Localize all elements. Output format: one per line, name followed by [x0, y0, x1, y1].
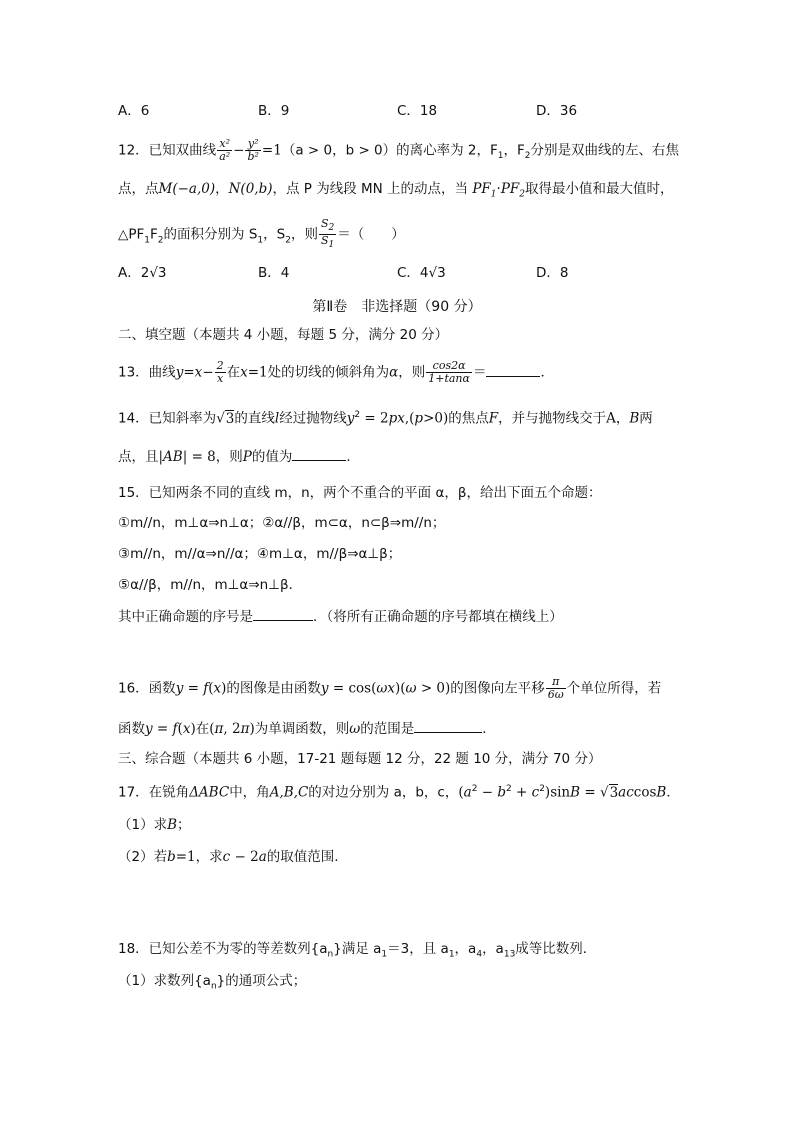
q12-frac-s: $\frac{S_2}{S_1}$	[320, 217, 335, 251]
q14-line-1: 14．已知斜率为√3的直线l经过抛物线$y^2 = 2px,(p>0)$的焦点F，并与抛物线交于A，B两	[118, 410, 653, 427]
q17-line: 17．在锐角ΔABC中，角A,B,C的对边分别为 a，b，c，$(a^2 - b^2 + c^2)\sin B = √3accosB$．	[118, 784, 680, 801]
q15-intro: 15．已知两条不同的直线 m，n，两个不重合的平面 α，β，给出下面五个命题：	[118, 485, 602, 501]
q12-option-b: B．4	[258, 265, 290, 281]
q17-sub-1: （1）求B；	[118, 817, 191, 833]
q16-line-2: 函数y = f(x)在(π, 2π)为单调函数，则ω的范围是 ．	[118, 718, 496, 740]
q12-line-1: 12．已知双曲线 $\frac{\text{x²}}{\text{a²}}$ − $\frac{\text{y²}}{\text{b²}}$ =1（a > 0，b > 0）的离心率为 2，$F_1$，$F_2$分别是双曲线的左、右焦	[118, 137, 680, 163]
q17-sub-2: （2）若b=1，求c − 2a的取值范围.	[118, 849, 339, 865]
q15-ask: 其中正确命题的序号是 ．（将所有正确命题的序号都填在横线上）	[118, 606, 563, 628]
q15-answer-blank	[253, 606, 313, 621]
q15-props-1: ①m//n，m⊥α⇒n⊥α；②α//β，m⊂α，n⊂β⇒m//n；	[118, 515, 446, 531]
section-2-title: 第Ⅱ卷 非选择题（90 分）	[312, 299, 482, 315]
part-3-heading: 三、综合题（本题共 6 小题，17-21 题每题 12 分，22 题 10 分，满分 70 分）	[118, 751, 602, 767]
q18-sub-1: （1）求数列$\{a_n\}$的通项公式；	[118, 973, 307, 992]
q13-answer-blank	[486, 362, 540, 377]
q16-answer-blank	[414, 718, 482, 733]
q12-option-c: C．4√3	[397, 265, 446, 281]
q14-line-2: 点，且|AB| = 8，则P的值为 ．	[118, 446, 360, 468]
q12-option-a: A．2√3	[118, 265, 167, 281]
q15-props-3: ⑤α//β，m//n，m⊥α⇒n⊥β．	[118, 577, 303, 593]
q18-line: 18．已知公差不为零的等差数列$\{a_n\}$满足 $a_1=3$，且 $a_1$，$a_4$，$a_{13}$成等比数列．	[118, 941, 597, 960]
q14-answer-blank	[292, 446, 346, 461]
q12-frac-x: $\frac{\text{x²}}{\text{a²}}$	[219, 137, 231, 163]
q11-option-c: C．18	[397, 103, 438, 119]
q16-line-1: 16．函数y = f(x)的图像是由函数y = cos(ωx)(ω > 0)的图像向左平移 $\frac{\pi}{6\omega}$ 个单位所得，若	[118, 675, 662, 701]
part-2-heading: 二、填空题（本题共 4 小题，每题 5 分，满分 20 分）	[118, 327, 449, 343]
q12-line-3: $\triangle PF_1F_2$的面积分别为 $S_1$，$S_2$，则 $\frac{S_2}{S_1}$ ＝（ ）	[118, 217, 405, 251]
q11-option-b: B．9	[258, 103, 290, 119]
q12-option-d: D．8	[536, 265, 569, 281]
q12-dot-product: $PF_1\cdot PF_2$	[472, 181, 526, 200]
q11-option-d: D．36	[536, 103, 578, 119]
q12-line-2: 点，点M(−a,0)，N(0,b)，点 P 为线段 MN 上的动点，当 $PF_1\cdot PF_2$取得最小值和最大值时，	[118, 181, 674, 200]
q11-option-a: A．6	[118, 103, 150, 119]
q15-props-2: ③m//n，m//α⇒n//α；④m⊥α，m//β⇒α⊥β；	[118, 546, 402, 562]
q12-frac-y: $\frac{\text{y²}}{\text{b²}}$	[247, 137, 259, 163]
q13-line: 13．曲线y=x− $\frac{2}{x}$ 在x=1处的切线的倾斜角为α，则 $\frac{\cos 2\alpha}{1+\tan\alpha}$ ＝ ．	[118, 359, 554, 385]
